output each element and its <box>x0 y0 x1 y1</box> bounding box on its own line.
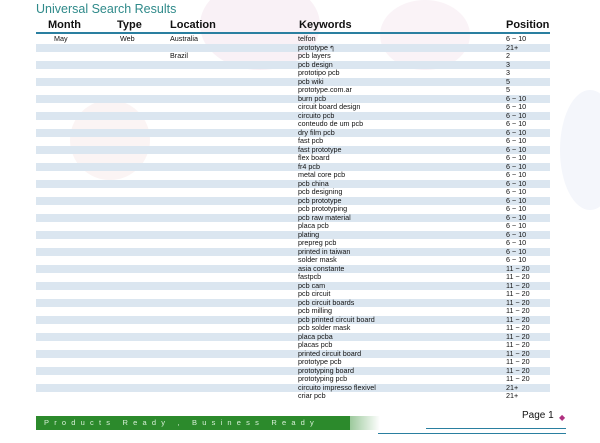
table-row <box>36 137 550 146</box>
position-cell: 11 ~ 20 <box>506 290 530 298</box>
keyword-cell: pcb cam <box>298 281 326 290</box>
position-cell: 6 ~ 10 <box>506 213 527 222</box>
position-cell: 11 ~ 20 <box>506 298 530 307</box>
table-row <box>36 239 550 248</box>
position-cell: 11 ~ 20 <box>506 375 530 383</box>
table-row <box>36 35 550 44</box>
keyword-cell: fastpcb <box>298 273 322 281</box>
keyword-cell: asia constante <box>298 264 345 273</box>
footer-tagline-bar: Products Ready , Business Ready <box>36 416 350 430</box>
table-row <box>36 299 550 308</box>
keyword-cell: pcb milling <box>298 307 332 315</box>
table-row <box>36 358 550 367</box>
keyword-cell: pcb design <box>298 60 333 69</box>
table-row <box>36 350 550 359</box>
header-divider <box>36 32 550 34</box>
table-row <box>36 316 550 325</box>
table-row <box>36 367 550 376</box>
keyword-cell: prepreg pcb <box>298 239 337 247</box>
keyword-cell: fast prototype <box>298 145 342 154</box>
position-cell: 11 ~ 20 <box>506 273 530 281</box>
keyword-cell: plating <box>298 230 320 239</box>
footer-rule <box>426 428 566 429</box>
position-cell: 21+ <box>506 392 519 400</box>
location-cell: Brazil <box>170 52 188 60</box>
keyword-cell: placa pcba <box>298 332 333 341</box>
position-cell: 6 ~ 10 <box>506 196 527 205</box>
page-title: Universal Search Results <box>36 2 177 16</box>
position-cell: 5 <box>506 77 510 86</box>
table-row <box>36 282 550 291</box>
position-cell: 11 ~ 20 <box>506 307 530 315</box>
table-row <box>36 222 550 231</box>
results-table <box>36 35 550 401</box>
position-cell: 5 <box>506 86 510 94</box>
table-row <box>36 78 550 87</box>
keyword-cell: prototype pcb <box>298 358 342 366</box>
table-row <box>36 52 550 61</box>
table-row <box>36 86 550 95</box>
position-cell: 11 ~ 20 <box>506 281 530 290</box>
table-row <box>36 375 550 384</box>
position-cell: 11 ~ 20 <box>506 366 530 375</box>
position-cell: 6 ~ 10 <box>506 256 527 264</box>
table-row <box>36 129 550 138</box>
footer-bar-fade <box>350 416 380 430</box>
column-header-location: Location <box>170 19 216 31</box>
position-cell: 11 ~ 20 <box>506 315 530 324</box>
position-cell: 6 ~ 10 <box>506 145 527 154</box>
keyword-cell: fr4 pcb <box>298 162 320 171</box>
keyword-cell: pcb printed circuit board <box>298 315 375 324</box>
table-row <box>36 180 550 189</box>
position-cell: 6 ~ 10 <box>506 239 527 247</box>
position-cell: 6 ~ 10 <box>506 162 527 171</box>
position-cell: 21+ <box>506 43 519 52</box>
position-cell: 6 ~ 10 <box>506 205 527 213</box>
keyword-cell: metal core pcb <box>298 171 346 179</box>
position-cell: 6 ~ 10 <box>506 111 527 120</box>
column-header-position: Position <box>506 19 550 31</box>
column-header-type: Type <box>117 19 142 31</box>
keyword-cell: pcb wiki <box>298 77 324 86</box>
position-cell: 6 ~ 10 <box>506 230 527 239</box>
keyword-cell: pcb prototype <box>298 196 342 205</box>
page-number: Page 1 <box>522 410 554 421</box>
keyword-cell: solder mask <box>298 256 337 264</box>
keyword-cell: printed in taiwan <box>298 247 351 256</box>
footer-rule <box>378 433 566 434</box>
position-cell: 3 <box>506 69 510 77</box>
table-row <box>36 95 550 104</box>
table-row <box>36 231 550 240</box>
position-cell: 6 ~ 10 <box>506 188 527 196</box>
column-header-month: Month <box>48 19 81 31</box>
position-cell: 11 ~ 20 <box>506 349 530 358</box>
keyword-cell: conteudo de um pcb <box>298 120 364 128</box>
table-row <box>36 103 550 112</box>
position-cell: 2 <box>506 52 510 60</box>
keyword-cell: burn pcb <box>298 94 326 103</box>
keyword-cell: pcb solder mask <box>298 324 351 332</box>
keyword-cell: prototype.com.ar <box>298 86 352 94</box>
position-cell: 11 ~ 20 <box>506 332 530 341</box>
table-row <box>36 273 550 282</box>
table-row <box>36 333 550 342</box>
keyword-cell: placas pcb <box>298 341 333 349</box>
table-row <box>36 324 550 333</box>
table-row <box>36 248 550 257</box>
keyword-cell: dry film pcb <box>298 128 335 137</box>
month-cell: May <box>54 35 68 43</box>
table-row <box>36 205 550 214</box>
position-cell: 6 ~ 10 <box>506 137 527 145</box>
position-cell: 6 ~ 10 <box>506 103 527 111</box>
table-row <box>36 163 550 172</box>
column-header-keywords: Keywords <box>299 19 352 31</box>
position-cell: 6 ~ 10 <box>506 222 527 230</box>
position-cell: 11 ~ 20 <box>506 341 530 349</box>
keyword-cell: pcb circuit boards <box>298 298 355 307</box>
type-cell: Web <box>120 35 135 43</box>
keyword-cell: fast pcb <box>298 137 324 145</box>
keyword-cell: pcb layers <box>298 52 331 60</box>
keyword-cell: prototipo pcb <box>298 69 340 77</box>
table-row <box>36 392 550 401</box>
keyword-cell: pcb china <box>298 179 329 188</box>
position-cell: 11 ~ 20 <box>506 324 530 332</box>
keyword-cell: prototype ๆ <box>298 43 334 52</box>
keyword-cell: telfon <box>298 35 316 43</box>
table-row <box>36 69 550 78</box>
keyword-cell: pcb prototyping <box>298 205 348 213</box>
keyword-cell: pcb designing <box>298 188 343 196</box>
table-row <box>36 307 550 316</box>
table-row <box>36 188 550 197</box>
keyword-cell: flex board <box>298 154 330 162</box>
keyword-cell: printed circuit board <box>298 349 362 358</box>
keyword-cell: circuit board design <box>298 103 361 111</box>
position-cell: 6 ~ 10 <box>506 120 527 128</box>
table-row <box>36 61 550 70</box>
table-row <box>36 265 550 274</box>
page-marker-icon: ◆ <box>559 413 566 422</box>
position-cell: 11 ~ 20 <box>506 358 530 366</box>
table-row <box>36 290 550 299</box>
table-row <box>36 197 550 206</box>
position-cell: 6 ~ 10 <box>506 247 527 256</box>
table-row <box>36 171 550 180</box>
table-row <box>36 154 550 163</box>
table-row <box>36 120 550 129</box>
keyword-cell: placa pcb <box>298 222 329 230</box>
table-row <box>36 256 550 265</box>
keyword-cell: prototyping board <box>298 366 354 375</box>
position-cell: 3 <box>506 60 510 69</box>
position-cell: 6 ~ 10 <box>506 171 527 179</box>
position-cell: 21+ <box>506 383 519 392</box>
keyword-cell: pcb circuit <box>298 290 331 298</box>
keyword-cell: circuito impresso flexivel <box>298 383 376 392</box>
table-row <box>36 146 550 155</box>
location-cell: Australia <box>170 35 198 43</box>
position-cell: 6 ~ 10 <box>506 128 527 137</box>
keyword-cell: circuito pcb <box>298 111 335 120</box>
table-row <box>36 112 550 121</box>
background-decoration <box>560 90 600 210</box>
position-cell: 6 ~ 10 <box>506 179 527 188</box>
table-row <box>36 384 550 393</box>
table-row <box>36 44 550 53</box>
keyword-cell: pcb raw material <box>298 213 351 222</box>
position-cell: 6 ~ 10 <box>506 35 527 43</box>
table-row <box>36 341 550 350</box>
table-row <box>36 214 550 223</box>
keyword-cell: criar pcb <box>298 392 326 400</box>
position-cell: 11 ~ 20 <box>506 264 530 273</box>
position-cell: 6 ~ 10 <box>506 154 527 162</box>
keyword-cell: prototyping pcb <box>298 375 348 383</box>
position-cell: 6 ~ 10 <box>506 94 527 103</box>
